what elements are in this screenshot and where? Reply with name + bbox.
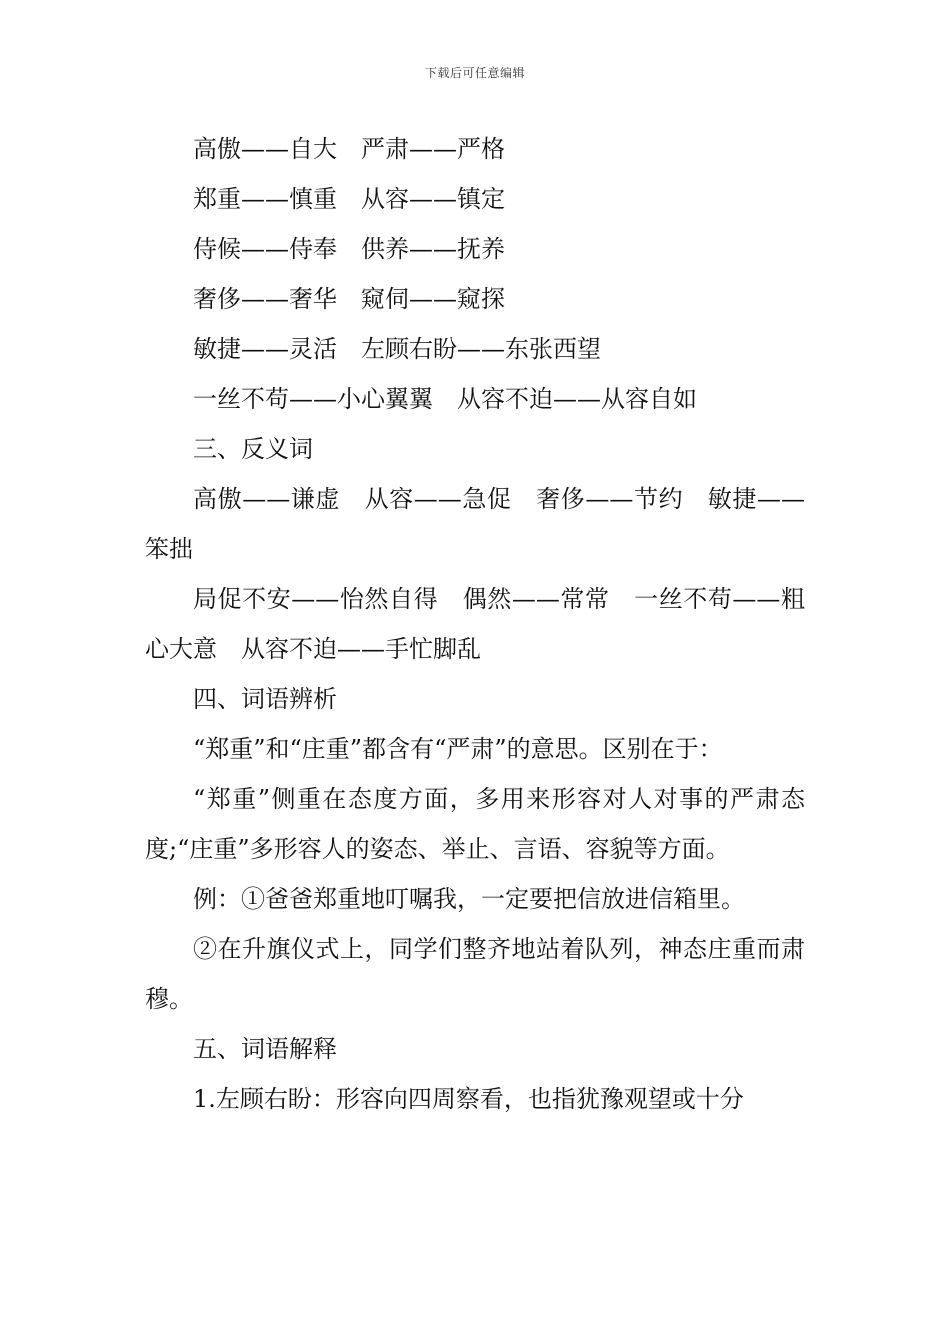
synonym-line-1: 高傲——自大 严肃——严格: [193, 135, 505, 163]
section-heading-antonyms: 三、反义词: [193, 435, 313, 463]
synonym-line-6: 一丝不苟——小心翼翼 从容不迫——从容自如: [193, 385, 697, 413]
section-heading-word-analysis: 四、词语辨析: [193, 685, 337, 713]
synonym-line-3: 侍候——侍奉 供养——抚养: [193, 235, 505, 263]
section-heading-word-explanation: 五、词语解释: [193, 1035, 337, 1063]
analysis-paragraph-1: “郑重”和“庄重”都含有“严肃”的意思。区别在于：: [193, 735, 723, 763]
analysis-paragraph-2: “郑重”侧重在态度方面，多用来形容对人对事的严肃态度;“庄重”多形容人的姿态、举止、言语、容貌等方面。: [145, 785, 805, 863]
synonym-line-5: 敏捷——灵活 左顾右盼——东张西望: [193, 335, 601, 363]
page-header: 下载后可任意编辑: [424, 66, 525, 80]
explanation-item-1: 1.左顾右盼：形容向四周察看，也指犹豫观望或十分: [193, 1085, 744, 1113]
example-2: ②在升旗仪式上，同学们整齐地站着队列，神态庄重而肃穆。: [145, 935, 805, 1013]
synonym-line-2: 郑重——慎重 从容——镇定: [193, 185, 505, 213]
document-body: [145, 124, 805, 1124]
antonym-paragraph-2: 局促不安——怡然自得 偶然——常常 一丝不苟——粗心大意 从容不迫——手忙脚乱: [145, 585, 805, 663]
example-1: 例：①爸爸郑重地叮嘱我，一定要把信放进信箱里。: [193, 885, 745, 913]
antonym-paragraph-1: 高傲——谦虚 从容——急促 奢侈——节约 敏捷——笨拙: [145, 485, 805, 563]
synonym-line-4: 奢侈——奢华 窥伺——窥探: [193, 285, 505, 313]
